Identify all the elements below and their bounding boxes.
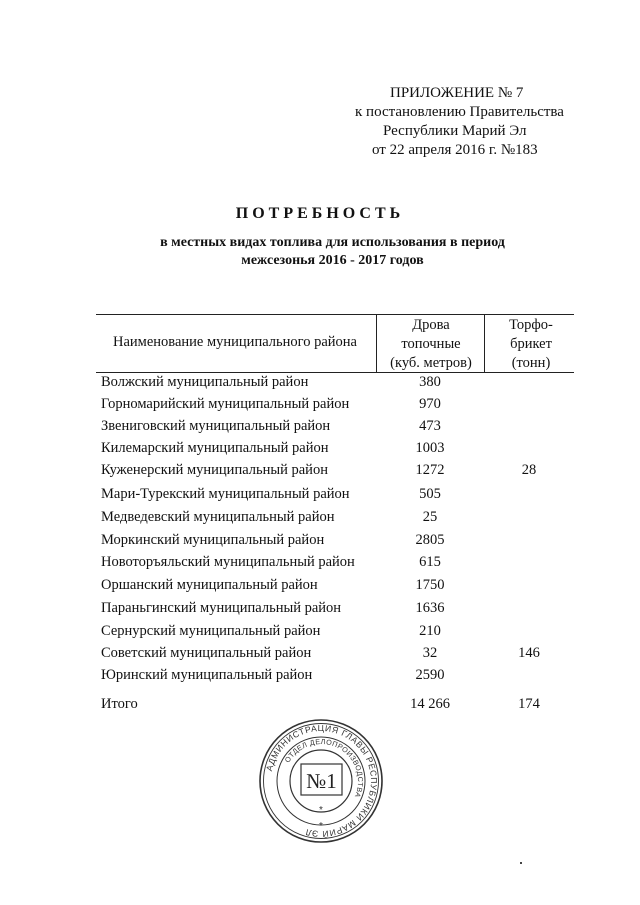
header-peat-line3: (тонн) bbox=[511, 355, 551, 371]
district-name: Волжский муниципальный район bbox=[101, 374, 309, 390]
district-name: Куженерский муниципальный район bbox=[101, 462, 328, 478]
table-row bbox=[0, 415, 640, 437]
district-name: Советский муниципальный район bbox=[101, 645, 312, 661]
total-peat: 174 bbox=[518, 696, 540, 712]
firewood-value: 505 bbox=[419, 486, 441, 502]
table-row bbox=[0, 642, 640, 664]
seal-number: №1 bbox=[306, 769, 337, 793]
district-name: Горномарийский муниципальный район bbox=[101, 396, 350, 412]
seal-outer-text: АДМИНИСТРАЦИЯ ГЛАВЫ РЕСПУБЛИКИ МАРИЙ ЭЛ bbox=[264, 722, 380, 840]
total-firewood: 14 266 bbox=[410, 696, 450, 712]
official-seal-stamp bbox=[258, 718, 384, 844]
district-name: Новоторъяльский муниципальный район bbox=[101, 554, 355, 570]
seal-inner-text: ОТДЕЛ ДЕЛОПРОИЗВОДСТВА bbox=[282, 736, 366, 800]
firewood-value: 32 bbox=[422, 645, 438, 661]
header-firewood-line2: топочные bbox=[401, 336, 461, 352]
district-name: Параньгинский муниципальный район bbox=[101, 600, 342, 616]
header-district-name: Наименование муниципального района bbox=[113, 334, 357, 350]
table-divider-1 bbox=[376, 314, 377, 372]
table-row bbox=[0, 393, 640, 415]
header-firewood-line1: Дрова bbox=[412, 317, 450, 333]
table-row bbox=[0, 597, 640, 619]
appendix-date: от 22 апреля 2016 г. №183 bbox=[372, 142, 538, 158]
table-row bbox=[0, 371, 640, 393]
firewood-value: 1636 bbox=[415, 600, 445, 616]
header-peat-line1: Торфо- bbox=[509, 317, 553, 333]
total-label: Итого bbox=[101, 696, 138, 712]
firewood-value: 1003 bbox=[415, 440, 445, 456]
appendix-decree: к постановлению Правительства bbox=[355, 104, 564, 120]
table-row bbox=[0, 437, 640, 459]
table-row bbox=[0, 483, 640, 505]
appendix-republic: Республики Марий Эл bbox=[383, 123, 527, 139]
seal-star-icon-bottom: * bbox=[319, 821, 323, 832]
firewood-value: 210 bbox=[419, 623, 441, 639]
total-row bbox=[0, 693, 640, 715]
district-name: Звениговский муниципальный район bbox=[101, 418, 331, 434]
firewood-value: 615 bbox=[419, 554, 441, 570]
firewood-value: 1750 bbox=[415, 577, 445, 593]
table-top-rule bbox=[96, 314, 574, 315]
district-name: Оршанский муниципальный район bbox=[101, 577, 318, 593]
appendix-title: ПРИЛОЖЕНИЕ № 7 bbox=[390, 85, 524, 101]
document-subtitle-line2: межсезонья 2016 - 2017 годов bbox=[241, 253, 424, 268]
table-row bbox=[0, 664, 640, 686]
header-peat-briquette bbox=[486, 316, 576, 373]
header-peat-line2: брикет bbox=[510, 336, 552, 352]
table-row bbox=[0, 551, 640, 573]
scan-speck bbox=[520, 862, 522, 864]
firewood-value: 473 bbox=[419, 418, 441, 434]
document-title: ПОТРЕБНОСТЬ bbox=[235, 205, 405, 222]
district-name: Медведевский муниципальный район bbox=[101, 509, 335, 525]
district-name: Килемарский муниципальный район bbox=[101, 440, 329, 456]
district-name: Мари-Турекский муниципальный район bbox=[101, 486, 350, 502]
table-divider-2 bbox=[484, 314, 485, 372]
firewood-value: 380 bbox=[419, 374, 441, 390]
table-row bbox=[0, 620, 640, 642]
firewood-value: 2805 bbox=[415, 532, 445, 548]
firewood-value: 25 bbox=[422, 509, 438, 525]
district-name: Юринский муниципальный район bbox=[101, 667, 313, 683]
peat-value: 146 bbox=[518, 645, 540, 661]
header-firewood-line3: (куб. метров) bbox=[390, 355, 472, 371]
district-name: Моркинский муниципальный район bbox=[101, 532, 325, 548]
document-subtitle-line1: в местных видах топлива для использования в период bbox=[160, 235, 505, 250]
table-row bbox=[0, 459, 640, 481]
table-row bbox=[0, 506, 640, 528]
header-firewood bbox=[378, 316, 484, 373]
firewood-value: 2590 bbox=[415, 667, 445, 683]
table-row bbox=[0, 529, 640, 551]
firewood-value: 1272 bbox=[415, 462, 445, 478]
seal-star-icon: * bbox=[319, 805, 323, 816]
district-name: Сернурский муниципальный район bbox=[101, 623, 321, 639]
firewood-value: 970 bbox=[419, 396, 441, 412]
table-row bbox=[0, 574, 640, 596]
peat-value: 28 bbox=[521, 462, 537, 478]
